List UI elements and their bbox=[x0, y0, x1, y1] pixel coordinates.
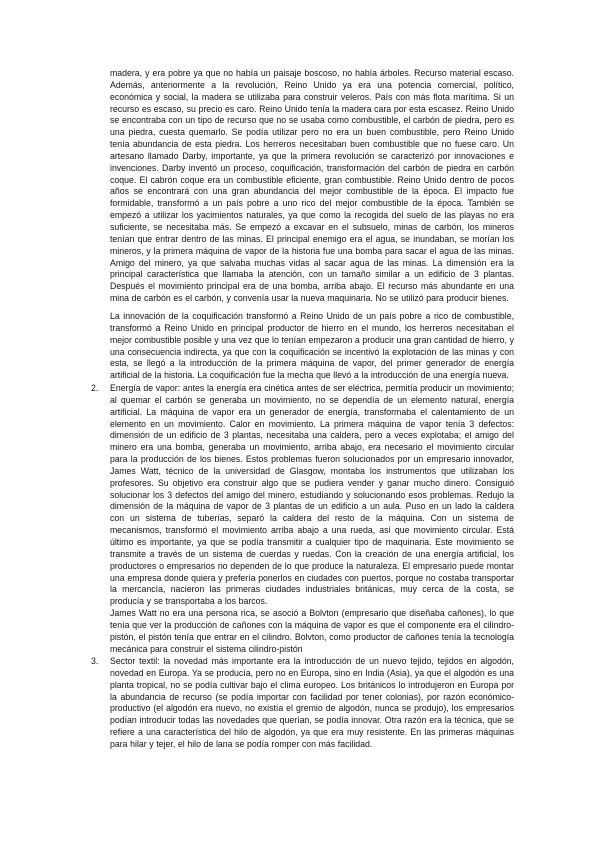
paragraph-steam-energy: Energía de vapor: antes la energía era cinética antes de ser eléctrica, permitía producir un movimiento; al quemar el carbón se generaba un movimiento, no se dependía de un elemento natural, energía artificial. La máquina de vapor era un generador de energía, transformaba el calentamiento de un elemento en un movimiento. Calor en movimiento. La primera máquina de vapor tenía 3 defectos: dimensión de un edificio de 3 plantas, necesitaba una caldera, pero a veces explotaba; el amigo del minero era una bomba, generaba un movimiento, arriba abajo, era necesario el movimiento circular para la producción de los bienes. Estos problemas fueron solucionados por un empresario innovador, James Watt, técnico de la universidad de Glasgow, montaba los instrumentos que utilizaban los profesores. Su objetivo era construir algo que se pudiera vender y ganar mucho dinero. Consiguió solucionar los 3 defectos del amigo del minero, estudiando y solucionando esos problemas. Redujo la dimensión de la máquina de vapor de 3 plantas de un edificio a un aula. Puso en un lado la caldera con un sistema de tuberías, separó la caldera del resto de la máquina. Con un sistema de mecanismos, transformó el movimiento arriba abajo a una rueda, así que movimiento circular. Está último es importante, ya que se podía transmitir a cualquier tipo de maquinaria. Este movimiento se transmite a través de un sistema de cuerdas y ruedas. Con la creación de una energía artificial, los productores o empresarios no dependen de lo que produce la naturaleza. El empresario puede montar una empresa donde quiera y prefería ponerlos en ciudades con puertos, porque no costaba transportar la mercancía, nacieron las primeras ciudades industriales británicas, muy cerca de la costa, se producía y se transportaba a los barcos. bbox=[110, 383, 514, 607]
paragraph-wood-and-coal: madera, y era pobre ya que no había un paisaje boscoso, no había árboles. Recurso material escaso. Además, anteriormente a la revolución, Reino Unido ya era una potencia comercial, político, económica y social, la madera se utilizaba para construir veleros. País con más flota marítima. Si un recurso es escaso, su precio es caro. Reino Unido tenía la madera cara por esta escasez. Reino Unido se encontraba con un tipo de recurso que no se usaba como combustible, el carbón de piedra, pero es una piedra, cuesta quemarlo. Se podía utilizar pero no era un buen combustible, pero Reino Unido tenía abundancia de esta piedra. Los herreros necesitaban buen combustible que no fuese caro. Un artesano llamado Darby, importante, ya que la primera revolución se caracterizó por innovaciones e invenciones. Darby inventó un proceso, coquificación, transformación del carbón de piedra en carbón coque. El cabrón coque era un combustible eficiente, gran combustible. Reino Unido dentro de pocos años se encontrará con una gran abundancia del mejor combustible de la época. El impacto fue formidable, transformó a un país pobre a uno rico del mejor combustible de la época. También se empezó a utilizar los yacimientos naturales, ya que como la recogida del suelo de las playas no era suficiente, se necesitaba más. Se empezó a excavar en el subsuelo, minas de carbón, los mineros tenían que entrar dentro de las minas. El principal enemigo era el agua, se inundaban, se morían los mineros, y la primera máquina de vapor de la historia fue una bomba para sacar el agua de las minas. Amigo del minero, ya que salvaba muchas vidas al sacar agua de las minas. La dimensión era la principal característica que llamaba la atención, con un tamaño similar a un edificio de 3 plantas. Después el movimiento principal era de una bomba, arriba abajo. El recurso más abundante en una mina de carbón es el carbón, y convenía usar la nueva maquinaria. No se utilizó para producir bienes. bbox=[110, 68, 514, 304]
list-number-2: 2. bbox=[91, 383, 99, 393]
paragraph-textile-sector: Sector textil: la novedad más importante era la introducción de un nuevo tejido, tejidos en algodón, novedad en Europa. Ya se producía, pero no en Europa, sino en India (Asia), ya que el algodón es una planta tropical, no se podía cultivar bajo el clima europeo. Los británicos lo introdujeron en Europa por la abundancia de recurso (se podía importar con facilidad por tener colonias), por razón económico-productivo (el algodón era nuevo, no existía el gremio de algodón, nunca se produjo), los empresarios podían introducir todas las novedades que querían, se podía innovar. Otra razón era la técnica, que se refiere a una característica del hilo de algodón, ya que era muy resistente. En las primeras máquinas para hilar y tejer, el hilo de lana se podía romper con más facilidad. bbox=[110, 656, 514, 749]
paragraph-james-watt: James Watt no era una persona rica, se asoció a Bolvton (empresario que diseñaba cañones), lo que tenía que ver la producción de cañones con la máquina de vapor es que el componente era el cilindro-pistón, el pistón tenía que entrar en el cilindro. Bolvton, como productor de cañones tenía la tecnología mecánica para construir el sistema cilindro-pistón bbox=[110, 608, 514, 654]
list-number-3: 3. bbox=[91, 656, 99, 666]
paragraph-coking-innovation: La innovación de la coquificación transformó a Reino Unido de un país pobre a rico de combustible, transformó a Reino Unido en principal productor de hierro en el mundo, los herreros necesitaban el mejor combustible posible y una vez que lo tenían empezaron a producir una gran cantidad de hierro, y una consecuencia indirecta, ya que con la coquificación se incentivó la explotación de las minas y con esta, se llegó a la introducción de la primera máquina de vapor, del primer generador de energía artificial de la historia. La coquificación fue la mecha que llevó a la introducción de una energía nueva. bbox=[110, 311, 514, 381]
